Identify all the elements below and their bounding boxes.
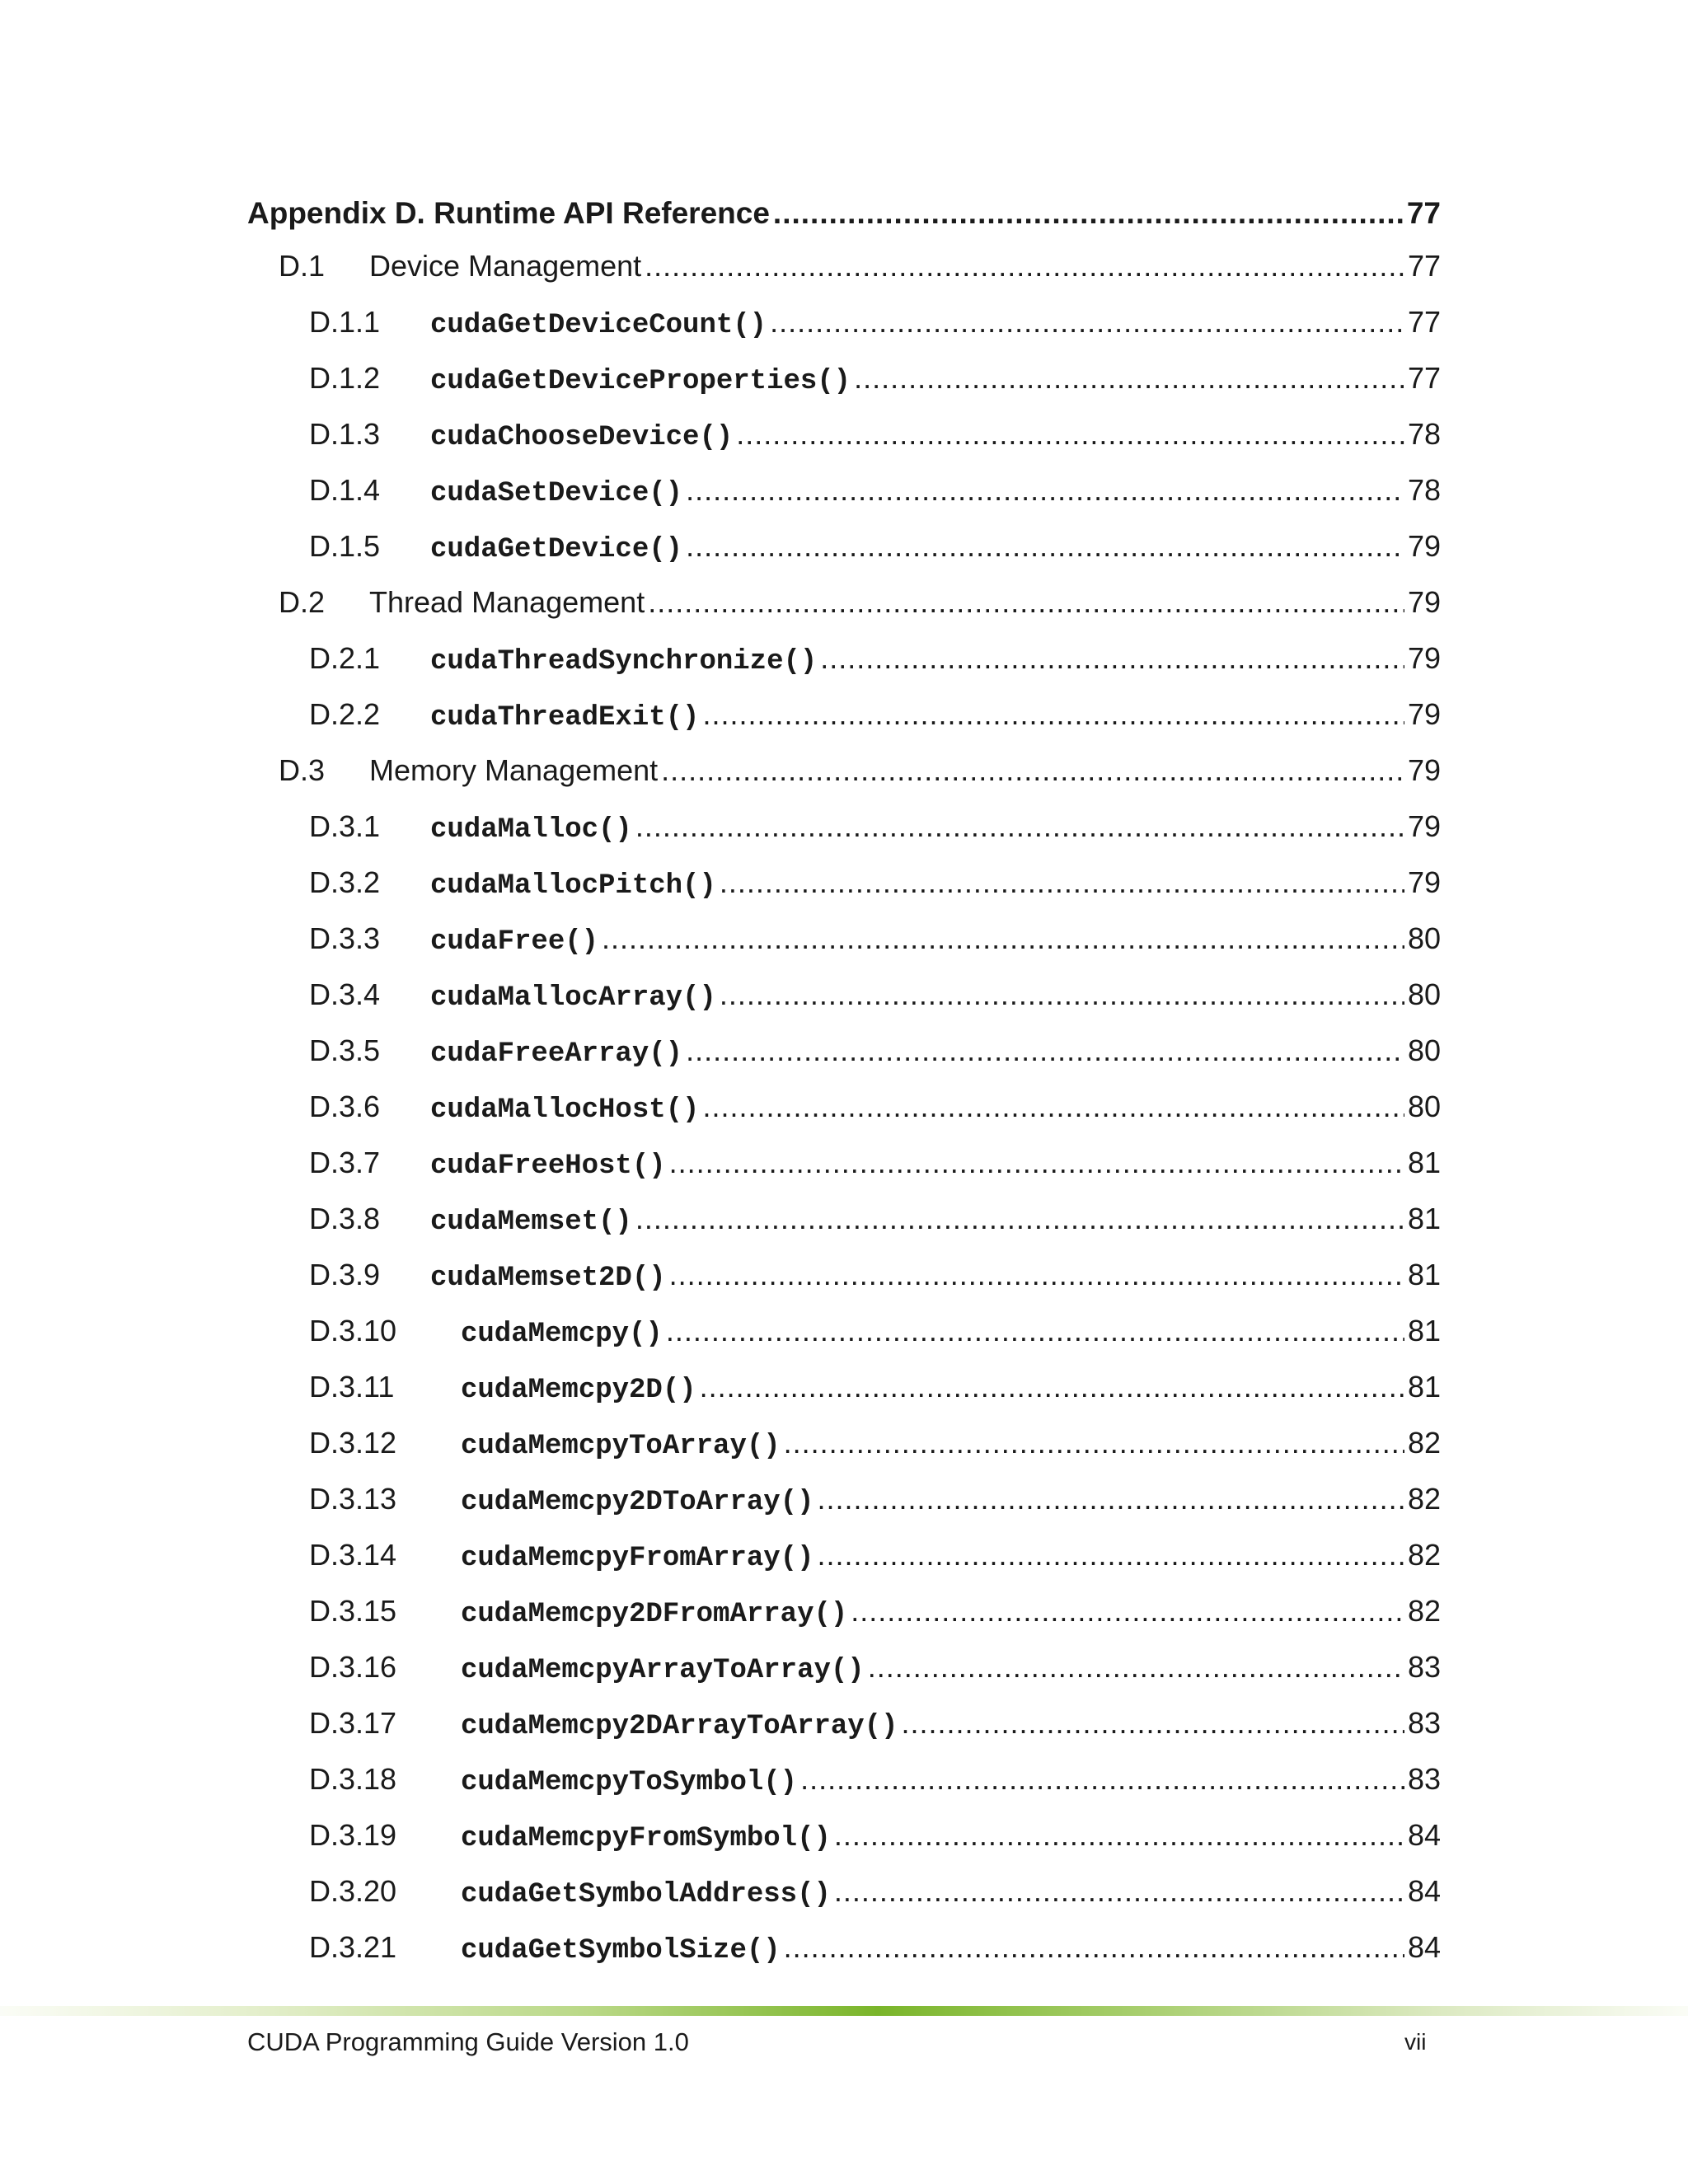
toc-entry-title: cudaMemset2D() [430,1263,666,1294]
toc-entry-page-number: 83 [1407,1706,1441,1740]
toc-entry-number: D.1.4 [309,473,381,507]
toc-entry-title: Memory Management [369,753,659,787]
toc-entry-page-number: 83 [1407,1762,1441,1796]
toc-entry-title: cudaFreeHost() [430,1151,666,1182]
toc-entry-title: cudaChooseDevice() [430,422,734,453]
toc-entry[interactable] [247,1874,1441,1930]
toc-entry-title: Thread Management [369,585,645,619]
toc-entry-number: D.3.4 [309,977,381,1011]
dot-leader [661,753,1404,788]
toc-entry[interactable] [247,417,1441,473]
dot-leader [834,1874,1404,1909]
toc-entry-number: D.2.2 [309,697,381,731]
toc-entry[interactable] [247,1930,1441,1986]
toc-entry-number: D.3.6 [309,1090,381,1123]
dot-leader [868,1650,1404,1685]
toc-entry-page-number: 84 [1407,1930,1441,1964]
toc-entry-number: D.2.1 [309,641,381,675]
toc-entry-page-number: 81 [1407,1202,1441,1235]
toc-entry-title: cudaFree() [430,926,599,958]
dot-leader [635,1202,1404,1236]
toc-entry-title: cudaMemcpy2DToArray() [461,1487,814,1518]
toc-entry[interactable] [247,361,1441,417]
toc-entry-title: cudaMemcpyFromArray() [461,1543,814,1574]
dot-leader [686,473,1404,508]
toc-entry-title: cudaMemcpyToArray() [461,1431,781,1462]
dot-leader [602,921,1404,956]
toc-entry-number: D.1.5 [309,529,381,563]
toc-entry-title: cudaMalloc() [430,814,632,846]
dot-leader [635,809,1404,844]
toc-entry-title: cudaMemcpy() [461,1319,663,1350]
toc-entry-number: D.3.11 [309,1370,395,1404]
toc-entry-title: cudaMemcpyArrayToArray() [461,1655,865,1686]
toc-entry[interactable] [247,1594,1441,1650]
dot-leader [817,1538,1404,1572]
toc-entry-page-number: 77 [1407,361,1441,395]
toc-entry[interactable] [247,473,1441,529]
toc-entry-page-number: 79 [1407,529,1441,563]
toc-entry[interactable] [247,1762,1441,1818]
toc-entry-page-number: 79 [1407,641,1441,675]
appendix-title: Appendix D. Runtime API Reference [247,196,770,230]
footer-page-number: vii [1404,2029,1427,2055]
toc-entry[interactable] [247,1650,1441,1706]
toc-entry-page-number: 80 [1407,921,1441,955]
toc-entry-title: cudaMemcpyToSymbol() [461,1767,798,1798]
toc-entry-title: cudaGetSymbolSize() [461,1935,781,1966]
toc-entry-title: cudaFreeArray() [430,1038,683,1070]
toc-entry[interactable] [247,1258,1441,1314]
toc-entry[interactable] [247,1818,1441,1874]
toc-entry-title: cudaGetDeviceCount() [430,310,767,341]
toc-entry-number: D.2 [279,585,326,619]
toc-entry-page-number: 82 [1407,1482,1441,1516]
dot-leader [854,361,1404,396]
toc-entry-page-number: 80 [1407,1090,1441,1123]
toc-entry-number: D.3.3 [309,921,381,955]
dot-leader [902,1706,1404,1741]
toc-entry-title: cudaMemset() [430,1207,632,1238]
toc-entry-number: D.3.18 [309,1762,397,1796]
toc-entry-title: cudaMallocHost() [430,1094,700,1126]
toc-entry-title: Device Management [369,249,642,283]
dot-leader [834,1818,1404,1853]
toc-entry-number: D.3.1 [309,809,381,843]
dot-leader [645,249,1404,284]
toc-entry[interactable] [247,1202,1441,1258]
dot-leader [820,641,1404,676]
toc-entry[interactable] [247,1706,1441,1762]
toc-entry-page-number: 79 [1407,809,1441,843]
dot-leader [700,1370,1404,1404]
dot-leader [736,417,1404,452]
toc-entry-number: D.3.16 [309,1650,397,1684]
toc-entry-page-number: 79 [1407,697,1441,731]
toc-appendix-heading[interactable] [247,196,1441,249]
toc-entry-title: cudaMallocPitch() [430,870,716,902]
toc-entry-page-number: 77 [1407,305,1441,339]
dot-leader [817,1482,1404,1516]
toc-entry[interactable] [247,1370,1441,1426]
dot-leader [669,1258,1404,1292]
toc-entry-page-number: 78 [1407,417,1441,451]
toc-entry[interactable] [247,585,1441,641]
toc-entry-title: cudaMallocArray() [430,982,716,1014]
dot-leader [686,1033,1404,1068]
dot-leader [666,1314,1404,1348]
toc-entry-number: D.3.15 [309,1594,397,1628]
toc-entry-page-number: 84 [1407,1874,1441,1908]
toc-entry-number: D.3.20 [309,1874,397,1908]
toc-entry-title: cudaMemcpyFromSymbol() [461,1823,831,1854]
toc-entry-title: cudaGetDeviceProperties() [430,366,851,397]
toc-entry[interactable] [247,1538,1441,1594]
toc-entry-number: D.1.3 [309,417,381,451]
toc-entry-page-number: 80 [1407,977,1441,1011]
toc-entry-number: D.3 [279,753,326,787]
toc-entry-page-number: 78 [1407,473,1441,507]
toc-entry-number: D.3.10 [309,1314,397,1347]
toc-entry[interactable] [247,1482,1441,1538]
toc-entry-page-number: 79 [1407,865,1441,899]
toc-entry[interactable] [247,641,1441,697]
toc-entry-number: D.3.13 [309,1482,397,1516]
toc-entry[interactable] [247,529,1441,585]
toc-entry-number: D.3.12 [309,1426,397,1460]
toc-entry-page-number: 81 [1407,1146,1441,1179]
toc-entry-page-number: 82 [1407,1538,1441,1572]
dot-leader [702,1090,1404,1124]
toc-entry-number: D.1 [279,249,326,283]
dot-leader [851,1594,1404,1629]
toc-entry-number: D.3.5 [309,1033,381,1067]
toc-entry-number: D.1.1 [309,305,381,339]
toc-entry-number: D.3.2 [309,865,381,899]
toc-entry-title: cudaGetDevice() [430,534,683,565]
toc-entry-title: cudaThreadSynchronize() [430,646,818,677]
toc-entry-page-number: 79 [1407,585,1441,619]
toc-entry-page-number: 77 [1407,249,1441,283]
toc-entries [247,249,1441,1986]
toc-entry-page-number: 84 [1407,1818,1441,1852]
toc-entry-title: cudaSetDevice() [430,478,683,509]
toc-entry[interactable] [247,977,1441,1033]
toc-entry-number: D.3.21 [309,1930,397,1964]
dot-leader [773,196,1404,231]
toc-entry[interactable] [247,305,1441,361]
toc-entry[interactable] [247,1146,1441,1202]
appendix-page-number: 77 [1406,196,1441,230]
toc-entry-page-number: 82 [1407,1426,1441,1460]
toc-entry-number: D.3.7 [309,1146,381,1179]
toc-entry-page-number: 81 [1407,1258,1441,1291]
toc-entry-number: D.1.2 [309,361,381,395]
dot-leader [720,977,1404,1012]
toc-entry[interactable] [247,753,1441,809]
dot-leader [784,1930,1404,1965]
toc-entry-page-number: 80 [1407,1033,1441,1067]
toc-entry-title: cudaGetSymbolAddress() [461,1879,831,1910]
toc-entry-number: D.3.17 [309,1706,397,1740]
toc-entry-title: cudaThreadExit() [430,702,700,733]
toc-entry-page-number: 83 [1407,1650,1441,1684]
toc-entry-page-number: 81 [1407,1370,1441,1404]
toc-entry[interactable] [247,1090,1441,1146]
toc-entry-number: D.3.8 [309,1202,381,1235]
toc-entry[interactable] [247,1314,1441,1370]
dot-leader [770,305,1404,340]
footer-divider [0,2006,1688,2016]
toc-entry-page-number: 79 [1407,753,1441,787]
toc-entry-title: cudaMemcpy2DArrayToArray() [461,1711,898,1742]
toc-entry[interactable] [247,809,1441,865]
dot-leader [702,697,1404,732]
toc-entry[interactable] [247,697,1441,753]
toc-entry-title: cudaMemcpy2D() [461,1375,696,1406]
dot-leader [720,865,1404,900]
toc-entry-title: cudaMemcpy2DFromArray() [461,1599,848,1630]
toc-entry[interactable] [247,921,1441,977]
toc-entry[interactable] [247,865,1441,921]
toc-entry-page-number: 81 [1407,1314,1441,1347]
toc-entry-number: D.3.9 [309,1258,381,1291]
dot-leader [784,1426,1404,1460]
toc-entry[interactable] [247,1426,1441,1482]
toc-entry-number: D.3.19 [309,1818,397,1852]
table-of-contents [247,196,1441,1986]
dot-leader [669,1146,1404,1180]
dot-leader [648,585,1404,620]
toc-entry[interactable] [247,1033,1441,1090]
dot-leader [800,1762,1404,1797]
dot-leader [686,529,1404,564]
toc-entry-page-number: 82 [1407,1594,1441,1628]
footer-document-title: CUDA Programming Guide Version 1.0 [247,2027,689,2056]
toc-entry-number: D.3.14 [309,1538,397,1572]
toc-entry[interactable] [247,249,1441,305]
